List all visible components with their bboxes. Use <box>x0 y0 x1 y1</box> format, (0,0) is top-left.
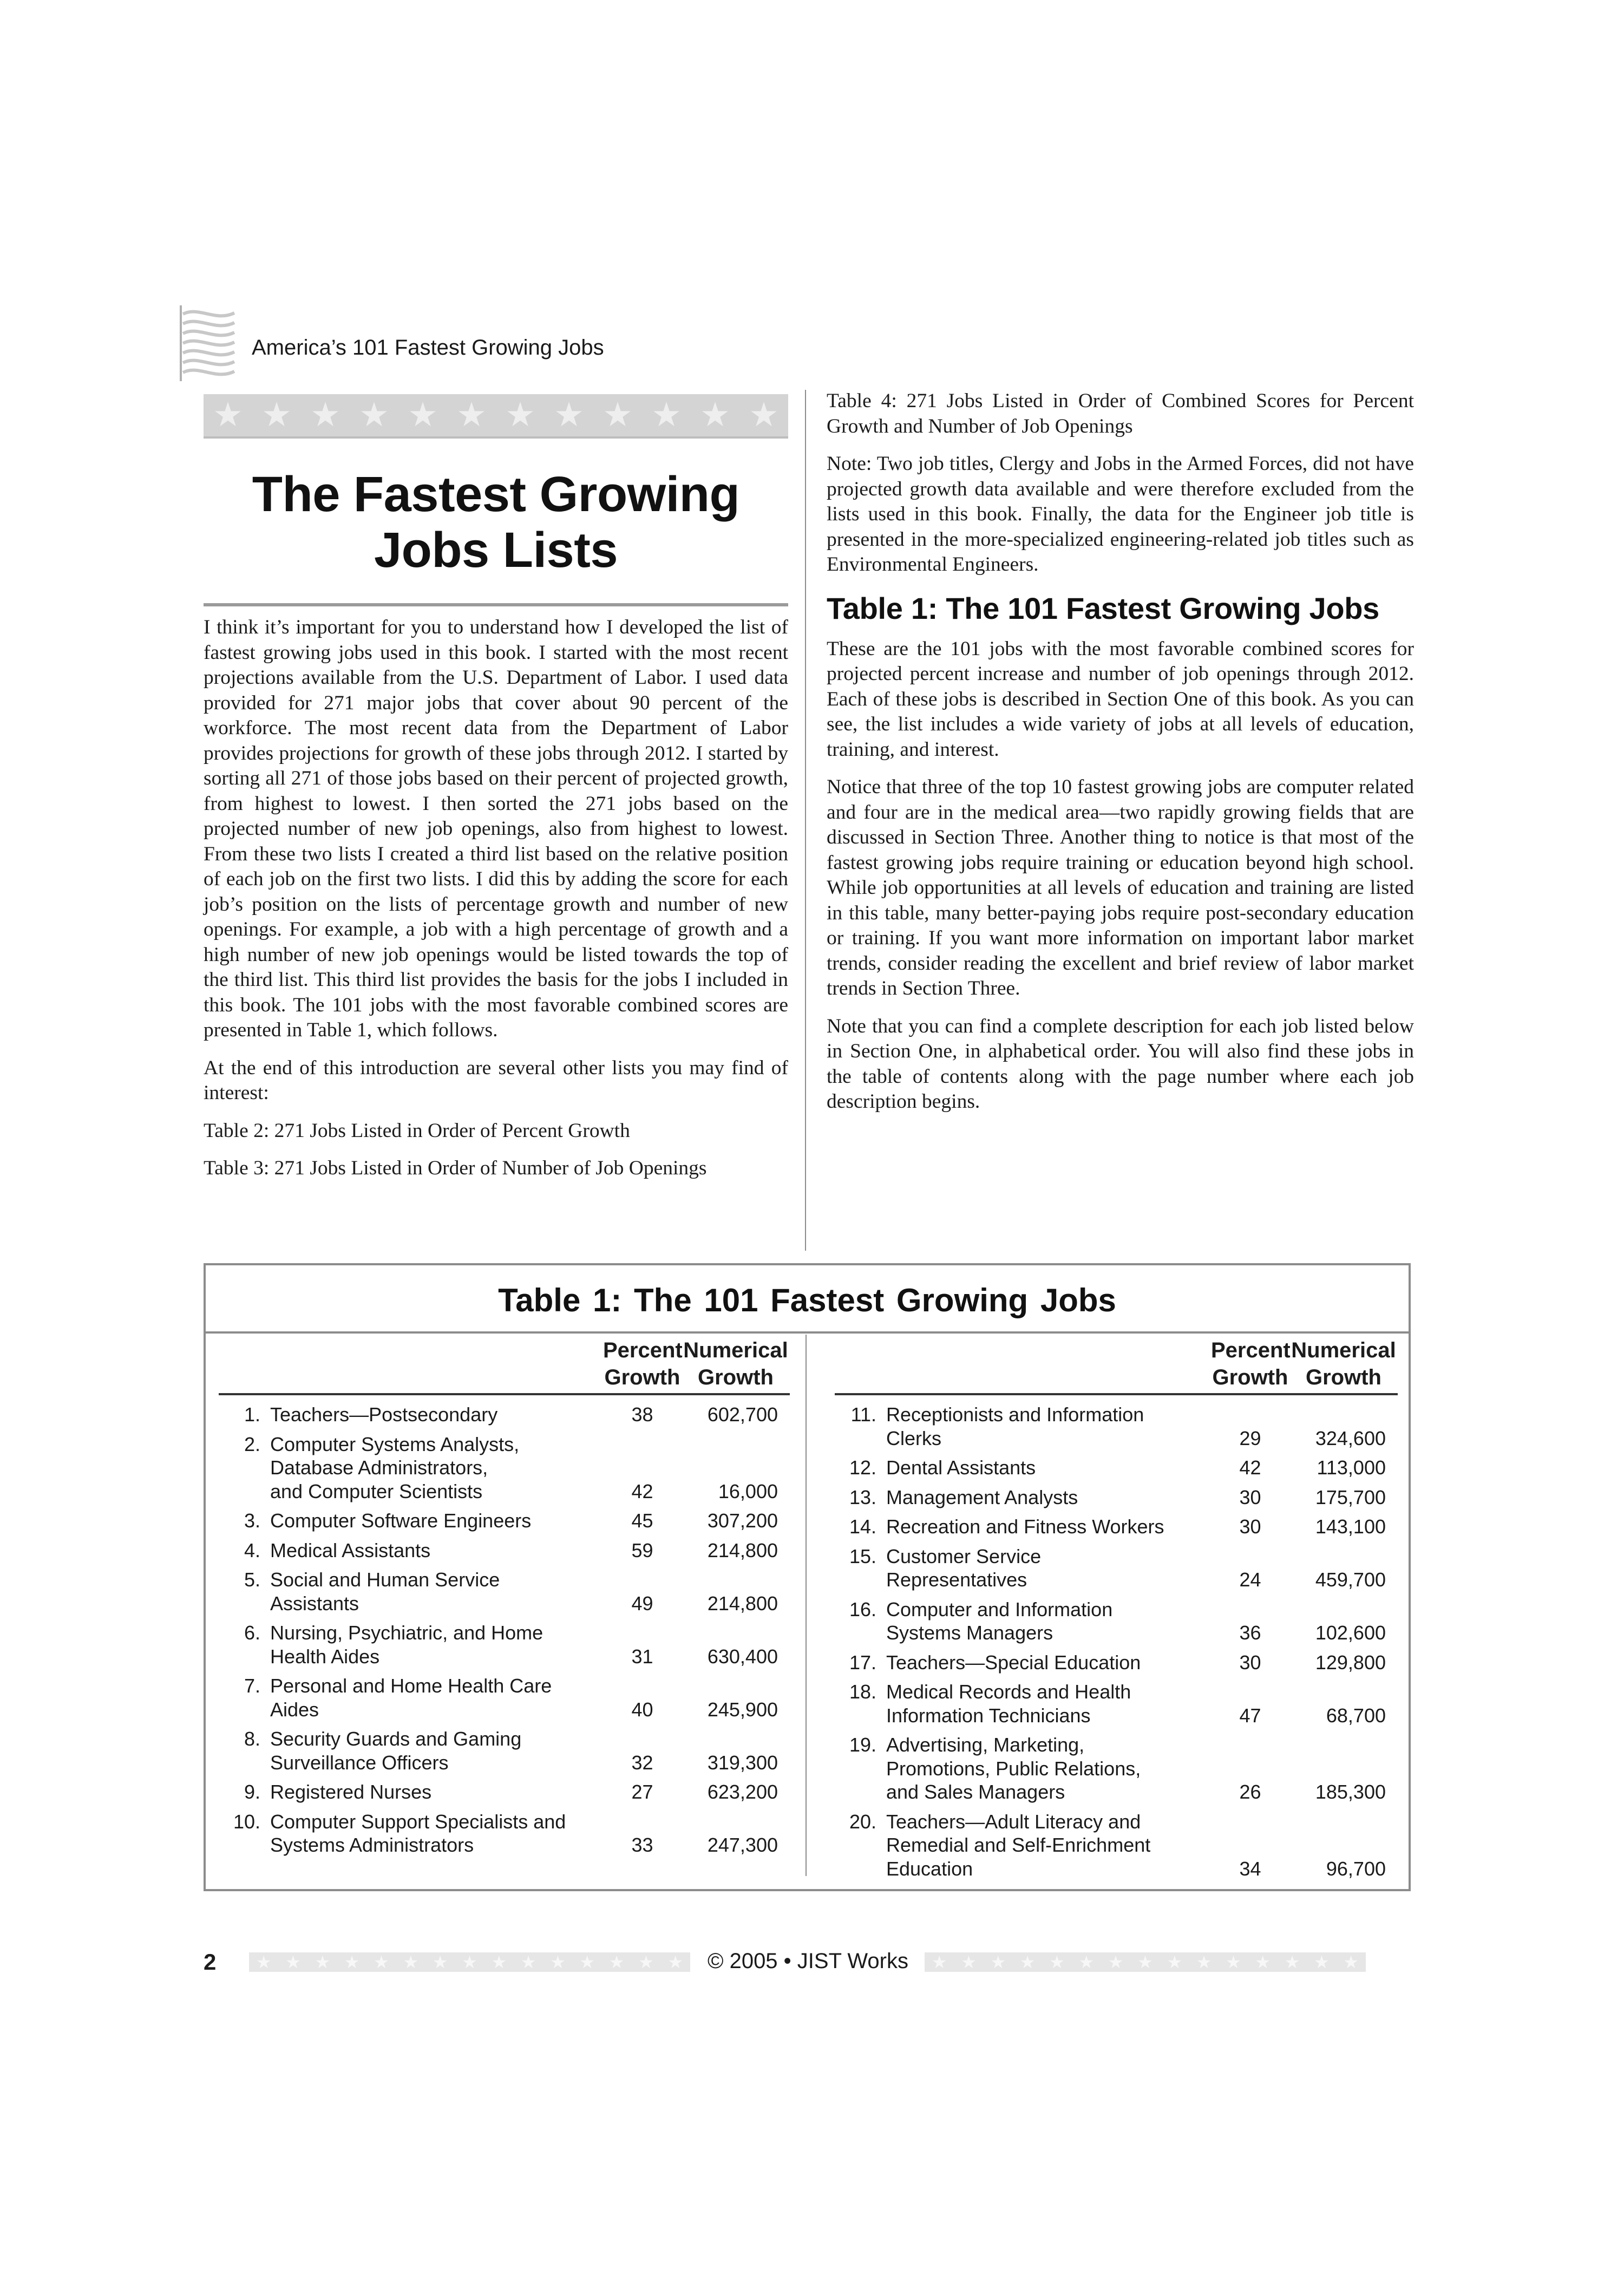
star-icon: ★ <box>256 1952 272 1972</box>
star-icon: ★ <box>374 1952 389 1972</box>
table-row <box>835 1651 1398 1675</box>
numerical-growth: 245,900 <box>707 1698 778 1721</box>
star-icon: ★ <box>408 397 438 434</box>
table-row <box>219 1674 790 1721</box>
table-row <box>835 1680 1398 1727</box>
job-title: Receptionists and Information Clerks <box>886 1403 1144 1449</box>
percent-growth: 42 <box>1239 1456 1261 1479</box>
star-icon: ★ <box>1167 1952 1183 1972</box>
percent-growth: 32 <box>631 1751 653 1774</box>
numerical-growth: 96,700 <box>1326 1857 1386 1880</box>
left-column <box>204 394 788 1194</box>
table-column-divider <box>806 1335 807 1876</box>
percent-growth: 45 <box>631 1510 653 1532</box>
star-icon: ★ <box>432 1952 448 1972</box>
numerical-growth: 459,700 <box>1315 1569 1386 1591</box>
rank: 12. <box>849 1456 876 1479</box>
right-column <box>827 389 1414 1127</box>
job-title: Personal and Home Health Care Aides <box>270 1675 552 1721</box>
table-body-left <box>219 1403 790 1857</box>
numerical-growth: 129,800 <box>1315 1651 1386 1674</box>
star-icon: ★ <box>638 1952 654 1972</box>
lists-intro-paragraph: At the end of this introduction are several other lists you may find of interest: <box>204 1056 788 1105</box>
table-row <box>219 1433 790 1504</box>
rank: 14. <box>849 1515 876 1538</box>
numerical-growth: 319,300 <box>707 1751 778 1774</box>
jobs-table <box>204 1263 1411 1891</box>
table-body-right <box>835 1403 1398 1880</box>
numerical-growth: 623,200 <box>707 1781 778 1803</box>
star-band <box>204 394 788 439</box>
numerical-growth: 68,700 <box>1326 1704 1386 1727</box>
rank: 4. <box>244 1539 260 1561</box>
job-title: Recreation and Fitness Workers <box>886 1515 1164 1538</box>
percent-growth: 36 <box>1239 1622 1261 1644</box>
percent-growth: 27 <box>631 1781 653 1803</box>
star-icon: ★ <box>462 1952 477 1972</box>
rank: 6. <box>244 1622 260 1644</box>
rank: 10. <box>233 1810 260 1833</box>
star-icon: ★ <box>1137 1952 1153 1972</box>
star-icon: ★ <box>1255 1952 1271 1972</box>
star-icon: ★ <box>1314 1952 1330 1972</box>
footer-copyright: © 2005 • JIST Works <box>707 1949 908 1973</box>
table-row <box>219 1568 790 1615</box>
percent-growth-header: Percent Growth <box>1211 1338 1291 1389</box>
footer-star-band-right <box>925 1952 1366 1972</box>
star-icon: ★ <box>505 397 535 434</box>
job-title: Dental Assistants <box>886 1456 1036 1479</box>
percent-growth: 24 <box>1239 1569 1261 1591</box>
list-item-table-4: Table 4: 271 Jobs Listed in Order of Combined Scores for Percent Growth and Number of Job Openings <box>827 390 1414 437</box>
job-title: Medical Records and Health Information Technicians <box>886 1681 1131 1727</box>
star-icon: ★ <box>261 397 292 434</box>
star-icon: ★ <box>579 1952 595 1972</box>
star-icon: ★ <box>213 397 243 434</box>
star-icon: ★ <box>1049 1952 1065 1972</box>
percent-growth: 29 <box>1239 1427 1261 1449</box>
rank: 5. <box>244 1569 260 1591</box>
job-title: Computer Support Specialists and Systems Administrators <box>270 1810 566 1856</box>
percent-growth: 47 <box>1239 1704 1261 1727</box>
table-row <box>219 1780 790 1804</box>
table-row <box>219 1810 790 1857</box>
rank: 17. <box>849 1651 876 1674</box>
running-header: America’s 101 Fastest Growing Jobs <box>252 336 604 360</box>
job-title: Teachers—Special Education <box>886 1651 1141 1674</box>
table-row <box>219 1403 790 1427</box>
footer-star-band-left <box>249 1952 690 1972</box>
table-row <box>835 1456 1398 1480</box>
star-icon: ★ <box>700 397 730 434</box>
job-title: Social and Human Service Assistants <box>270 1569 500 1615</box>
page-title: The Fastest Growing Jobs Lists <box>252 467 740 578</box>
table-header <box>219 1336 790 1395</box>
table-row <box>219 1509 790 1533</box>
percent-growth-header: Percent Growth <box>603 1338 683 1389</box>
table-row <box>835 1810 1398 1881</box>
rank: 16. <box>849 1598 876 1620</box>
table-description-paragraph: These are the 101 jobs with the most favorable combined scores for projected percent increase and number of job openings through 2012. Each of these jobs is described in Section One of this book. As you can see, the list includes a wide variety of jobs at all levels of education, training, and interest. <box>827 637 1414 761</box>
star-icon: ★ <box>285 1952 301 1972</box>
percent-growth: 42 <box>631 1480 653 1502</box>
job-title: Registered Nurses <box>270 1781 432 1803</box>
star-icon: ★ <box>310 397 340 434</box>
star-icon: ★ <box>1343 1952 1359 1972</box>
table-row <box>219 1539 790 1563</box>
numerical-growth-header: Numerical Growth <box>683 1338 788 1389</box>
numerical-growth: 113,000 <box>1317 1456 1386 1479</box>
star-icon: ★ <box>1019 1952 1036 1972</box>
percent-growth: 49 <box>631 1592 653 1615</box>
table-column-left <box>219 1336 790 1863</box>
job-title: Medical Assistants <box>270 1539 431 1561</box>
job-title: Security Guards and Gaming Surveillance Officers <box>270 1728 522 1774</box>
rank: 15. <box>849 1545 876 1567</box>
star-icon: ★ <box>608 1952 625 1972</box>
star-icon: ★ <box>990 1952 1006 1972</box>
numerical-growth: 630,400 <box>707 1645 778 1668</box>
percent-growth: 30 <box>1239 1486 1261 1508</box>
rank: 1. <box>244 1403 260 1426</box>
rank: 18. <box>849 1681 876 1703</box>
numerical-growth: 602,700 <box>707 1403 778 1426</box>
table-row <box>835 1515 1398 1539</box>
table-row <box>219 1621 790 1668</box>
table-title: Table 1: The 101 Fastest Growing Jobs <box>498 1282 1116 1318</box>
numerical-growth: 214,800 <box>707 1592 778 1615</box>
star-icon: ★ <box>1078 1952 1095 1972</box>
star-icon: ★ <box>1226 1952 1241 1972</box>
rank: 11. <box>850 1403 876 1426</box>
rank: 13. <box>849 1486 876 1508</box>
table-row <box>835 1733 1398 1804</box>
star-icon: ★ <box>403 1952 419 1972</box>
star-icon: ★ <box>651 397 682 434</box>
star-icon: ★ <box>315 1952 331 1972</box>
numerical-growth: 175,700 <box>1315 1486 1386 1508</box>
column-divider <box>805 390 806 1251</box>
numerical-growth: 247,300 <box>707 1834 778 1856</box>
rank: 9. <box>244 1781 260 1803</box>
percent-growth: 34 <box>1239 1857 1261 1880</box>
star-icon: ★ <box>456 397 487 434</box>
star-icon: ★ <box>931 1952 947 1972</box>
star-icon: ★ <box>603 397 633 434</box>
section-one-paragraph: Note that you can find a complete description for each job listed below in Section One, in alphabetical order. You will also find these jobs in the table of contents along with the page number where each job description begins. <box>827 1015 1414 1113</box>
numerical-growth: 324,600 <box>1315 1427 1386 1449</box>
numerical-growth-header: Numerical Growth <box>1291 1338 1396 1389</box>
star-icon: ★ <box>1108 1952 1124 1972</box>
job-title: Nursing, Psychiatric, and Home Health Aides <box>270 1622 543 1668</box>
title-rule <box>204 603 788 606</box>
numerical-growth: 214,800 <box>707 1539 778 1561</box>
star-icon: ★ <box>359 397 389 434</box>
star-icon: ★ <box>1284 1952 1300 1972</box>
numerical-growth: 185,300 <box>1315 1781 1386 1803</box>
percent-growth: 38 <box>631 1403 653 1426</box>
trends-paragraph: Notice that three of the top 10 fastest growing jobs are computer related and four are in the medical area—two rapidly growing fields that are discussed in Section Three. Another thing to notice is that most of the fastest growing jobs require training or education beyond high school. While job opportunities at all levels of education and training are listed in this table, many better-paying jobs require post-secondary education or training. If you want more information on important labor market trends, consider reading the excellent and brief review of labor market trends in Section Three. <box>827 776 1414 999</box>
numerical-growth: 307,200 <box>707 1510 778 1532</box>
percent-growth: 30 <box>1239 1515 1261 1538</box>
table-row <box>835 1598 1398 1645</box>
numerical-growth: 102,600 <box>1315 1622 1386 1644</box>
list-item-table-2: Table 2: 271 Jobs Listed in Order of Percent Growth <box>204 1119 630 1142</box>
star-icon: ★ <box>667 1952 684 1972</box>
job-title: Computer and Information Systems Managers <box>886 1598 1113 1644</box>
job-title: Advertising, Marketing, Promotions, Public Relations, and Sales Managers <box>886 1734 1141 1803</box>
star-icon: ★ <box>554 397 584 434</box>
star-icon: ★ <box>491 1952 507 1972</box>
rank: 2. <box>244 1433 260 1455</box>
percent-growth: 40 <box>631 1698 653 1721</box>
rank: 7. <box>244 1675 260 1697</box>
table-row <box>835 1486 1398 1510</box>
percent-growth: 26 <box>1239 1781 1261 1803</box>
job-title: Management Analysts <box>886 1486 1078 1508</box>
table-row <box>835 1403 1398 1450</box>
rank: 20. <box>849 1810 876 1833</box>
job-title: Computer Systems Analysts, Database Administrators, and Computer Scientists <box>270 1433 520 1502</box>
table-column-right <box>835 1336 1398 1886</box>
job-title: Teachers—Postsecondary <box>270 1403 498 1426</box>
percent-growth: 59 <box>631 1539 653 1561</box>
star-icon: ★ <box>344 1952 360 1972</box>
section-heading: Table 1: The 101 Fastest Growing Jobs <box>827 591 1380 625</box>
percent-growth: 30 <box>1239 1651 1261 1674</box>
rank: 8. <box>244 1728 260 1750</box>
star-icon: ★ <box>550 1952 566 1972</box>
table-row <box>835 1545 1398 1592</box>
table-header <box>835 1336 1398 1395</box>
star-icon: ★ <box>1196 1952 1212 1972</box>
list-item-table-3: Table 3: 271 Jobs Listed in Order of Number of Job Openings <box>204 1157 707 1180</box>
job-title: Customer Service Representatives <box>886 1545 1042 1591</box>
note-paragraph: Note: Two job titles, Clergy and Jobs in the Armed Forces, did not have projected growth data available and were therefore excluded from the lists used in this book. Finally, the data for the Engineer job title is presented in the more-specialized engineering-related job titles such as Environmental Engineers. <box>827 453 1414 576</box>
table-row <box>219 1727 790 1774</box>
star-icon: ★ <box>749 397 779 434</box>
intro-paragraph: I think it’s important for you to understand how I developed the list of fastest growing jobs used in this book. I started with the most recent projections available from the U.S. Department of Labor. I used data provided for 271 major jobs that cover about 90 percent of the workforce. The most recent data from the Department of Labor provides projections for growth of these jobs through 2012. I started by sorting all 271 of those jobs based on their percent of projected growth, from highest to lowest. I then sorted the 271 jobs based on the projected number of new job openings, also from highest to lowest. From these two lists I created a third list based on the relative position of each job on the first two lists. I did this by adding the score for each job’s position on the lists of percentage growth and number of new openings. For example, a job with a high percentage of growth and a high number of new job openings would be listed towards the top of the third list. This third list provides the basis for the jobs I included in this book. The 101 jobs with the most favorable combined scores are presented in Table 1, which follows. <box>204 616 788 1042</box>
job-title: Computer Software Engineers <box>270 1510 532 1532</box>
numerical-growth: 16,000 <box>718 1480 778 1502</box>
table-title-rule <box>206 1331 1409 1334</box>
rank: 3. <box>244 1510 260 1532</box>
page-number: 2 <box>204 1949 217 1975</box>
rank: 19. <box>849 1734 876 1756</box>
star-icon: ★ <box>961 1952 977 1972</box>
percent-growth: 33 <box>631 1834 653 1856</box>
percent-growth: 31 <box>631 1645 653 1668</box>
star-icon: ★ <box>520 1952 536 1972</box>
job-title: Teachers—Adult Literacy and Remedial and Self-Enrichment Education <box>886 1810 1151 1880</box>
numerical-growth: 143,100 <box>1315 1515 1386 1538</box>
american-flag-icon <box>178 303 240 383</box>
